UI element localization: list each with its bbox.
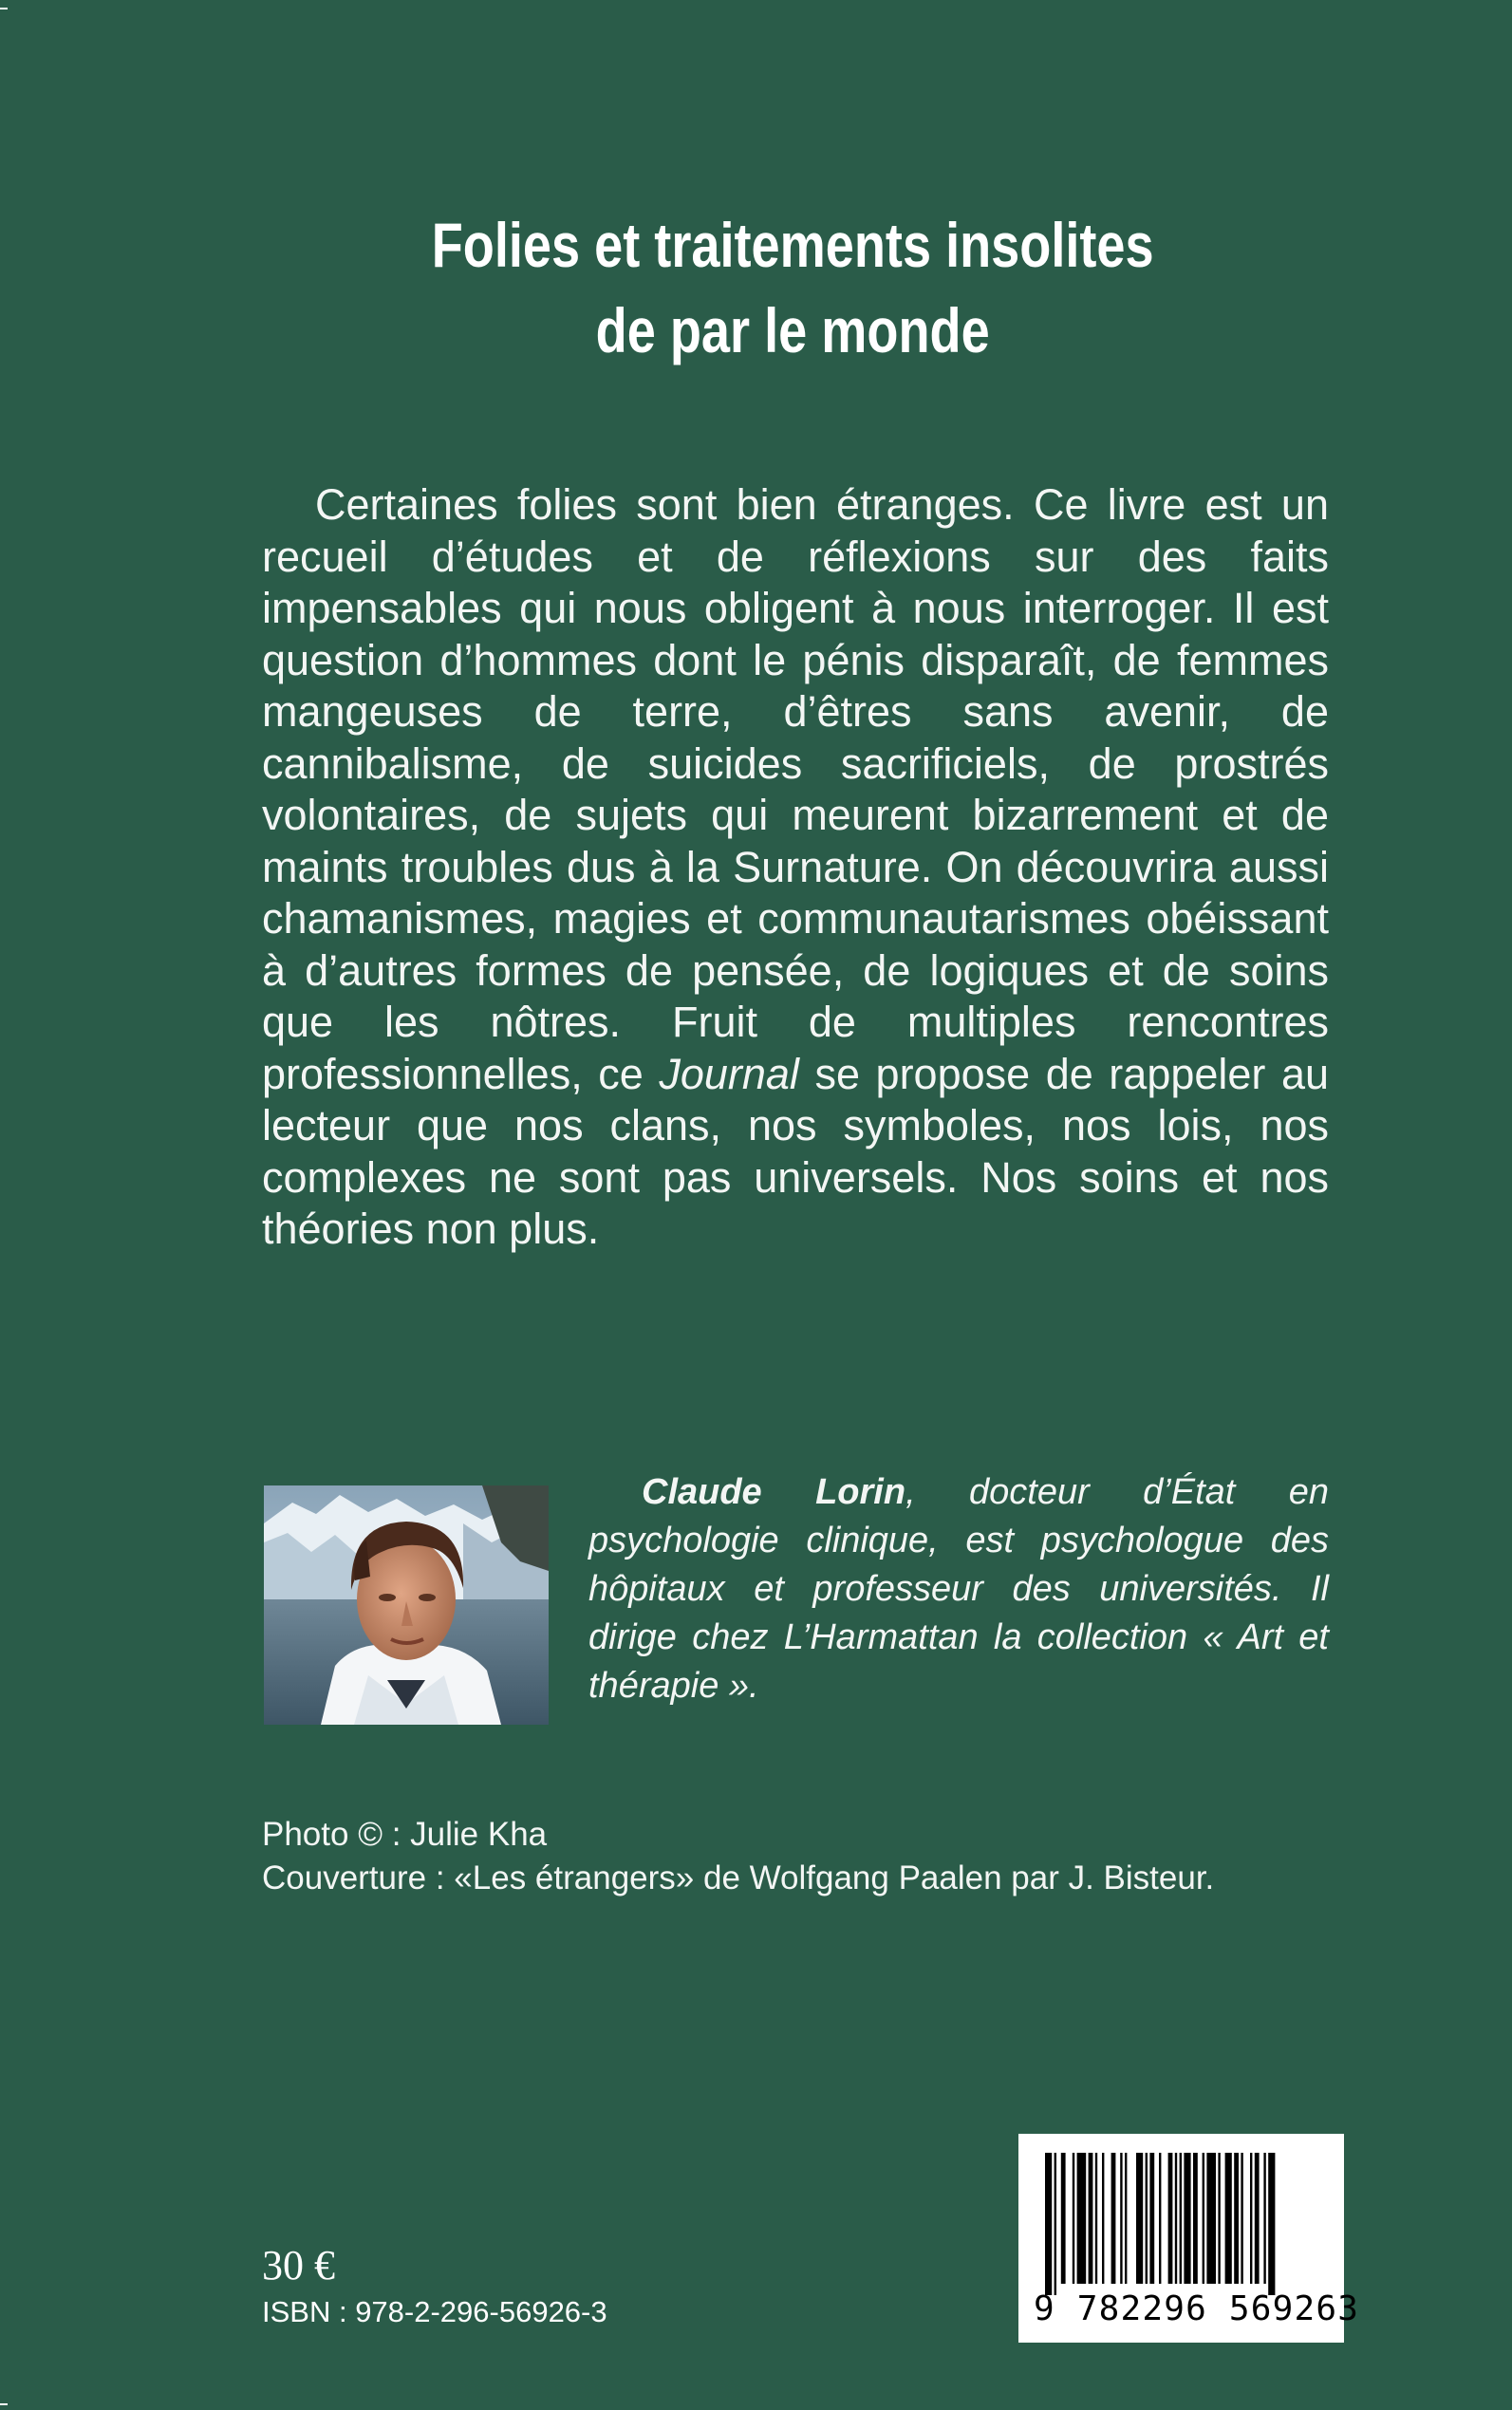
barcode-bar <box>1234 2153 1239 2284</box>
barcode-bar <box>1241 2153 1242 2284</box>
cover-credit: Couverture : «Les étrangers» de Wolfgang Paalen par J. Bisteur. <box>262 1859 1215 1896</box>
barcode-bar <box>1045 2153 1052 2295</box>
barcode-bar <box>1255 2153 1260 2284</box>
barcode-icon <box>1045 2153 1320 2295</box>
barcode-bar <box>1146 2153 1148 2284</box>
barcode-bar <box>1136 2153 1143 2284</box>
barcode-bar <box>1218 2153 1220 2284</box>
isbn: ISBN : 978-2-296-56926-3 <box>262 2295 607 2328</box>
crop-mark <box>0 2403 8 2405</box>
barcode-bar <box>1206 2153 1216 2284</box>
barcode-bar <box>1055 2153 1056 2295</box>
summary-text-start: Certaines folies sont bien étranges. Ce livre est un recueil d’études et de réflexions sur des faits impensables qui nous obligent à nous interroger. Il est question d’hommes dont le pénis disparaît, de femmes mangeuses de terre, d’êtres sans avenir, de cannibalisme, de suicides sacrificiels, de prostrés volontaires, de sujets qui meurent bizarrement et de maints troubles dus à la Surnature. On découvrira aussi chamanismes, magies et communautarismes obéissant à d’autres formes de pensée, de logiques et de soins que les nôtres. Fruit de multiples rencontres professionnelles, ce <box>262 480 1329 1098</box>
summary-text-end: se propose de rappeler au lecteur que nos clans, nos symboles, nos lois, nos complexes ne sont pas universels. Nos soins et nos théories non plus. <box>262 1049 1330 1253</box>
barcode-bar <box>1095 2153 1097 2284</box>
summary-italic-word: Journal <box>659 1049 799 1098</box>
barcode-bar <box>1125 2153 1127 2284</box>
barcode-bar <box>1263 2153 1265 2284</box>
barcode-bar <box>1184 2153 1190 2284</box>
author-photo <box>264 1485 549 1725</box>
book-summary <box>262 479 1329 1256</box>
barcode-bar <box>1268 2153 1275 2295</box>
crop-mark <box>0 8 8 9</box>
barcode-bar <box>1089 2153 1093 2284</box>
barcode-bar <box>1077 2153 1087 2284</box>
barcode-bar <box>1175 2153 1177 2284</box>
barcode-bar <box>1111 2153 1116 2284</box>
price: 30 € <box>262 2242 335 2289</box>
barcode-bar <box>1168 2153 1173 2284</box>
barcode-bar <box>1180 2153 1182 2284</box>
barcode-digits: 9 782296 569263 <box>1034 2289 1360 2328</box>
author-name: Claude Lorin <box>642 1472 906 1512</box>
barcode-bar <box>1203 2153 1204 2284</box>
barcode-bar <box>1250 2153 1252 2284</box>
barcode-bar <box>1061 2153 1066 2284</box>
barcode-bar <box>1225 2153 1232 2284</box>
barcode-box <box>1018 2134 1360 2343</box>
barcode-bar <box>1102 2153 1104 2284</box>
barcode-bar <box>1073 2153 1074 2284</box>
barcode-bar <box>1159 2153 1161 2284</box>
author-bio <box>588 1468 1329 1710</box>
barcode-bar <box>1193 2153 1198 2284</box>
book-title-line-2: de par le monde <box>595 295 990 365</box>
barcode-bar <box>1149 2153 1154 2284</box>
author-portrait-icon <box>264 1485 549 1725</box>
author-bio-text: , docteur d’État en psychologie clinique, est psychologue des hôpitaux et professeur des universités. Il dirige chez L’Harmattan la collection « Art et thérapie ». <box>588 1472 1330 1706</box>
photo-credit: Photo © : Julie Kha <box>262 1816 548 1853</box>
barcode-bar <box>1120 2153 1122 2284</box>
book-title-line-1: Folies et traitements insolites <box>431 210 1154 280</box>
